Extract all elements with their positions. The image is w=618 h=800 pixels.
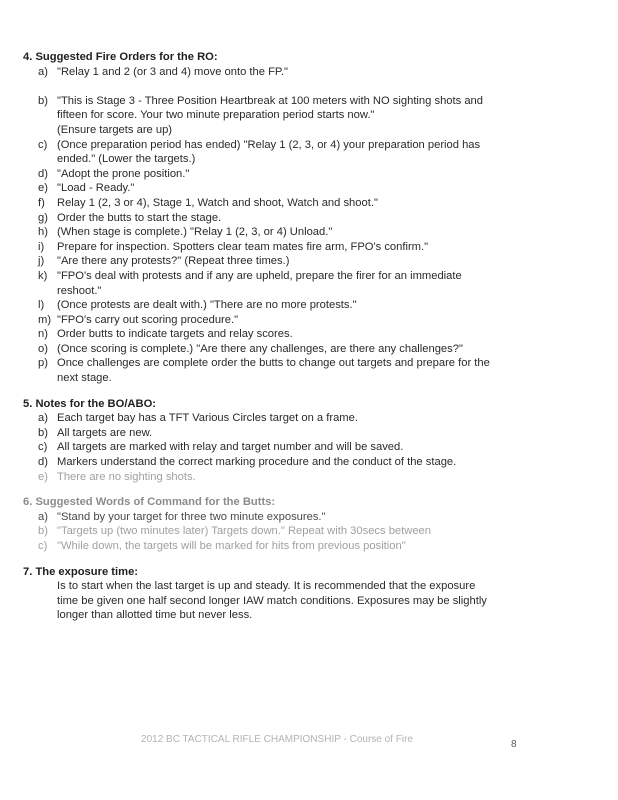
text-line: "Relay 1 and 2 (or 3 and 4) move onto the FP." [57, 65, 288, 78]
item-text [57, 426, 600, 441]
item-text [57, 240, 600, 255]
item-text [57, 94, 600, 138]
list-item-o [23, 342, 600, 357]
item-label: h) [38, 226, 48, 239]
section-4 [23, 50, 600, 386]
item-text [57, 327, 600, 342]
list-item-p [23, 356, 600, 385]
list-item-d [23, 167, 600, 182]
list-item-c [23, 539, 600, 554]
item-text [57, 524, 600, 539]
text-line: Each target bay has a TFT Various Circles target on a frame. [57, 412, 358, 425]
item-text [57, 342, 600, 357]
list-item-a [23, 411, 600, 426]
section-5 [23, 397, 600, 485]
text-line: Prepare for inspection. Spotters clear team mates fire arm, FPO's confirm." [57, 240, 429, 253]
list-item-e [23, 181, 600, 196]
item-text [57, 225, 600, 240]
item-label: l) [38, 299, 45, 312]
item-label: c) [38, 540, 48, 552]
text-line: "Are there any protests?" (Repeat three times.) [57, 255, 290, 268]
item-text [57, 539, 600, 554]
item-text [57, 470, 600, 485]
text-line: All targets are new. [57, 426, 153, 439]
item-label: a) [38, 65, 48, 78]
text-line: (Ensure targets are up) [57, 123, 173, 136]
text-line: "FPO's carry out scoring procedure." [57, 313, 239, 326]
blank-line [23, 79, 600, 94]
item-label: n) [38, 328, 48, 341]
list-item-c [23, 138, 600, 167]
item-text [57, 440, 600, 455]
text-line: "Targets up (two minutes later) Targets down." Repeat with 30secs between [57, 525, 432, 538]
section-7 [23, 565, 600, 623]
item-label: k) [38, 269, 48, 282]
list-item-m [23, 313, 600, 328]
text-line: "While down, the targets will be marked for hits from previous position" [57, 540, 406, 552]
item-label: c) [38, 441, 48, 454]
paragraph-line: Is to start when the last target is up and steady. It is recommended that the exposure [57, 580, 476, 593]
footer-text: 2012 BC TACTICAL RIFLE CHAMPIONSHIP - Course of Fire [141, 734, 413, 745]
text-line: All targets are marked with relay and target number and will be saved. [57, 441, 404, 454]
item-text [57, 211, 600, 226]
item-label: b) [38, 525, 48, 538]
list-item-e [23, 470, 600, 485]
text-line: "FPO's deal with protests and if any are upheld, prepare the firer for an immediate [57, 269, 462, 282]
section-heading: 5. Notes for the BO/ABO: [23, 397, 157, 410]
text-line: (When stage is complete.) "Relay 1 (2, 3, or 4) Unload." [57, 226, 333, 239]
item-text [57, 181, 600, 196]
text-line: "Load - Ready." [57, 182, 135, 195]
list-item-c [23, 440, 600, 455]
text-line: "This is Stage 3 - Three Position Heartbreak at 100 meters with NO sighting shots and [57, 94, 483, 107]
item-label: o) [38, 342, 48, 355]
text-line: (Once protests are dealt with.) "There are no more protests." [57, 299, 357, 312]
text-line: (Once scoring is complete.) "Are there any challenges, are there any challenges?" [57, 342, 463, 355]
item-label: c) [38, 138, 48, 151]
section-heading: 4. Suggested Fire Orders for the RO: [23, 51, 218, 63]
text-line: There are no sighting shots. [57, 470, 196, 483]
list-item-f [23, 196, 600, 211]
item-text [57, 298, 600, 313]
item-label: d) [38, 456, 48, 469]
item-text [57, 356, 600, 385]
item-label: g) [38, 211, 48, 224]
section-heading: 7. The exposure time: [23, 565, 139, 578]
item-label: e) [38, 470, 48, 483]
item-text [57, 510, 600, 525]
list-item-b [23, 94, 600, 138]
text-line: Order butts to indicate targets and relay scores. [57, 328, 293, 341]
list-item-l [23, 298, 600, 313]
item-text [57, 411, 600, 426]
text-line: reshoot." [57, 284, 102, 297]
item-text [57, 313, 600, 328]
list-item-a [23, 510, 600, 525]
list-item-n [23, 327, 600, 342]
item-label: p) [38, 357, 48, 370]
item-label: b) [38, 94, 48, 107]
item-label: j) [38, 255, 45, 268]
text-line: Relay 1 (2, 3 or 4), Stage 1, Watch and shoot, Watch and shoot." [57, 196, 378, 209]
item-text [57, 167, 600, 182]
item-label: f) [38, 196, 45, 209]
item-text [57, 455, 600, 470]
section-heading: 6. Suggested Words of Command for the Butts: [23, 496, 276, 509]
list-item-h [23, 225, 600, 240]
text-line: "Adopt the prone position." [57, 167, 190, 180]
item-label: m) [38, 313, 52, 326]
item-text [57, 254, 600, 269]
item-text [57, 196, 600, 211]
list-item-a [23, 65, 600, 80]
section-6 [23, 495, 600, 553]
item-label: b) [38, 426, 48, 439]
page-number: 8 [511, 739, 517, 750]
list-item-b [23, 524, 600, 539]
text-line: Markers understand the correct marking procedure and the conduct of the stage. [57, 456, 457, 469]
list-item-d [23, 455, 600, 470]
list-item-i [23, 240, 600, 255]
item-label: a) [38, 412, 48, 425]
text-line: (Once preparation period has ended) "Relay 1 (2, 3, or 4) your preparation period has [57, 138, 481, 151]
item-text [57, 65, 600, 80]
item-text [57, 138, 600, 167]
text-line: Order the butts to start the stage. [57, 211, 222, 224]
text-line: ended." (Lower the targets.) [57, 153, 196, 166]
list-item-b [23, 426, 600, 441]
paragraph-line: time be given one half second longer IAW match conditions. Exposures may be slightly [57, 594, 487, 607]
paragraph-line: longer than allotted time but never less. [57, 609, 253, 622]
list-item-g [23, 211, 600, 226]
item-text [57, 269, 600, 298]
item-label: d) [38, 167, 48, 180]
text-line: "Stand by your target for three two minute exposures." [57, 510, 326, 523]
text-line: next stage. [57, 372, 112, 385]
list-item-j [23, 254, 600, 269]
list-item-k [23, 269, 600, 298]
item-label: i) [38, 240, 45, 253]
document-sections [23, 50, 600, 623]
item-label: a) [38, 510, 48, 523]
text-line: fifteen for score. Your two minute preparation period starts now." [57, 109, 375, 122]
text-line: Once challenges are complete order the butts to change out targets and prepare for the [57, 357, 490, 370]
item-label: e) [38, 182, 48, 195]
